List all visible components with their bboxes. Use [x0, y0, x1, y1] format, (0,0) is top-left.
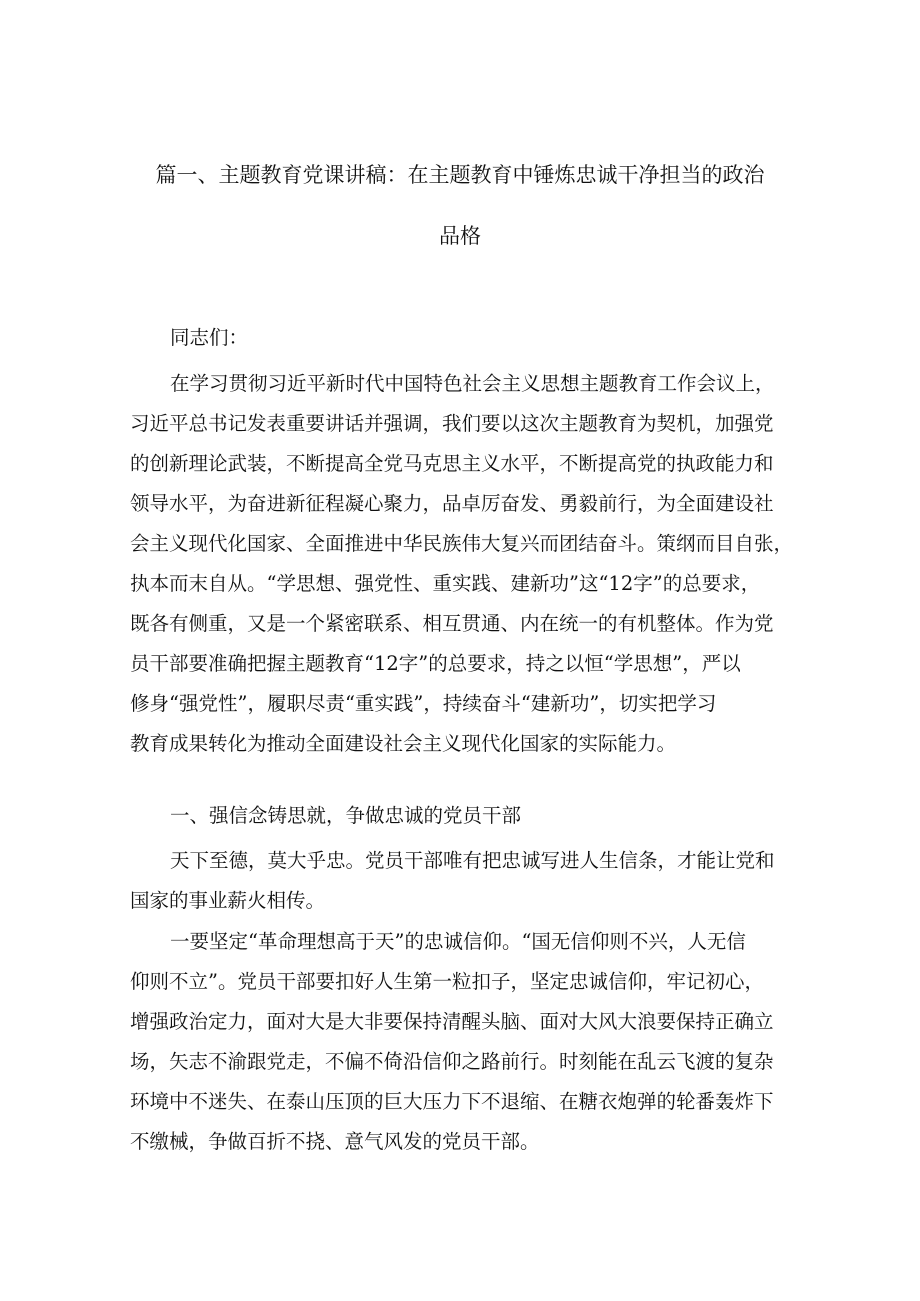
salutation: 同志们：: [170, 326, 249, 349]
paragraph-line: 仰则不立”。党员干部要扣好人生第一粒扣子，坚定忠诚信仰，牢记初心，: [130, 970, 764, 993]
paragraph-line: 天下至德，莫大乎忠。党员干部唯有把忠诚写进人生信条，才能让党和: [170, 849, 775, 872]
paragraph-line: 国家的事业薪火相传。: [130, 889, 326, 912]
paragraph-line: 环境中不迷失、在泰山压顶的巨大压力下不退缩、在糖衣炮弹的轮番轰炸下: [130, 1090, 774, 1113]
paragraph-line: 员干部要准确把握主题教育“12字”的总要求，持之以恒“学思想”，严以: [130, 652, 741, 675]
salutation-paragraph: [130, 318, 800, 358]
document-title-line-2: 品格: [439, 224, 481, 248]
section-heading-1: 一、强信念铸思就，争做忠诚的党员干部: [170, 804, 522, 827]
paragraph-line: 在学习贯彻习近平新时代中国特色社会主义思想主题教育工作会议上，: [170, 372, 775, 395]
paragraph-line: 会主义现代化国家、全面推进中华民族伟大复兴而团结奋斗。策纲而目自张，: [130, 532, 794, 555]
paragraph-line: 增强政治定力，面对大是大非要保持清醒头脑、面对大风大浪要保持正确立: [130, 1010, 774, 1033]
paragraph-intro: [130, 364, 800, 764]
paragraph-line: 一要坚定“革命理想高于天”的忠诚信仰。“国无信仰则不兴，人无信: [170, 930, 746, 953]
paragraph-line: 既各有侧重，又是一个紧密联系、相互贯通、内在统一的有机整体。作为党: [130, 612, 774, 635]
paragraph-line: 的创新理论武装，不断提高全党马克思主义水平，不断提高党的执政能力和: [130, 452, 774, 475]
paragraph-line: 领导水平，为奋进新征程凝心聚力，品卓厉奋发、勇毅前行，为全面建设社: [130, 492, 774, 515]
paragraph-line: 修身“强党性”，履职尽责“重实践”，持续奋斗“建新功”，切实把学习: [130, 692, 717, 715]
paragraph-belief: [130, 922, 800, 1162]
paragraph-line: 不缴械，争做百折不挠、意气风发的党员干部。: [130, 1130, 540, 1153]
paragraph-line: 执本而末自从。“学思想、强党性、重实践、建新功”这“12字”的总要求，: [130, 572, 761, 595]
paragraph-line: 习近平总书记发表重要讲话并强调，我们要以这次主题教育为契机，加强党: [130, 412, 774, 435]
paragraph-line: 教育成果转化为推动全面建设社会主义现代化国家的实际能力。: [130, 732, 677, 755]
paragraph-line: 场，矢志不渝跟党走，不偏不倚沿信仰之路前行。时刻能在乱云飞渡的复杂: [130, 1050, 774, 1073]
document-title-line-1: 篇一、主题教育党课讲稿：在主题教育中锤炼忠诚干净担当的政治: [155, 163, 765, 187]
paragraph-loyalty: [130, 841, 800, 921]
